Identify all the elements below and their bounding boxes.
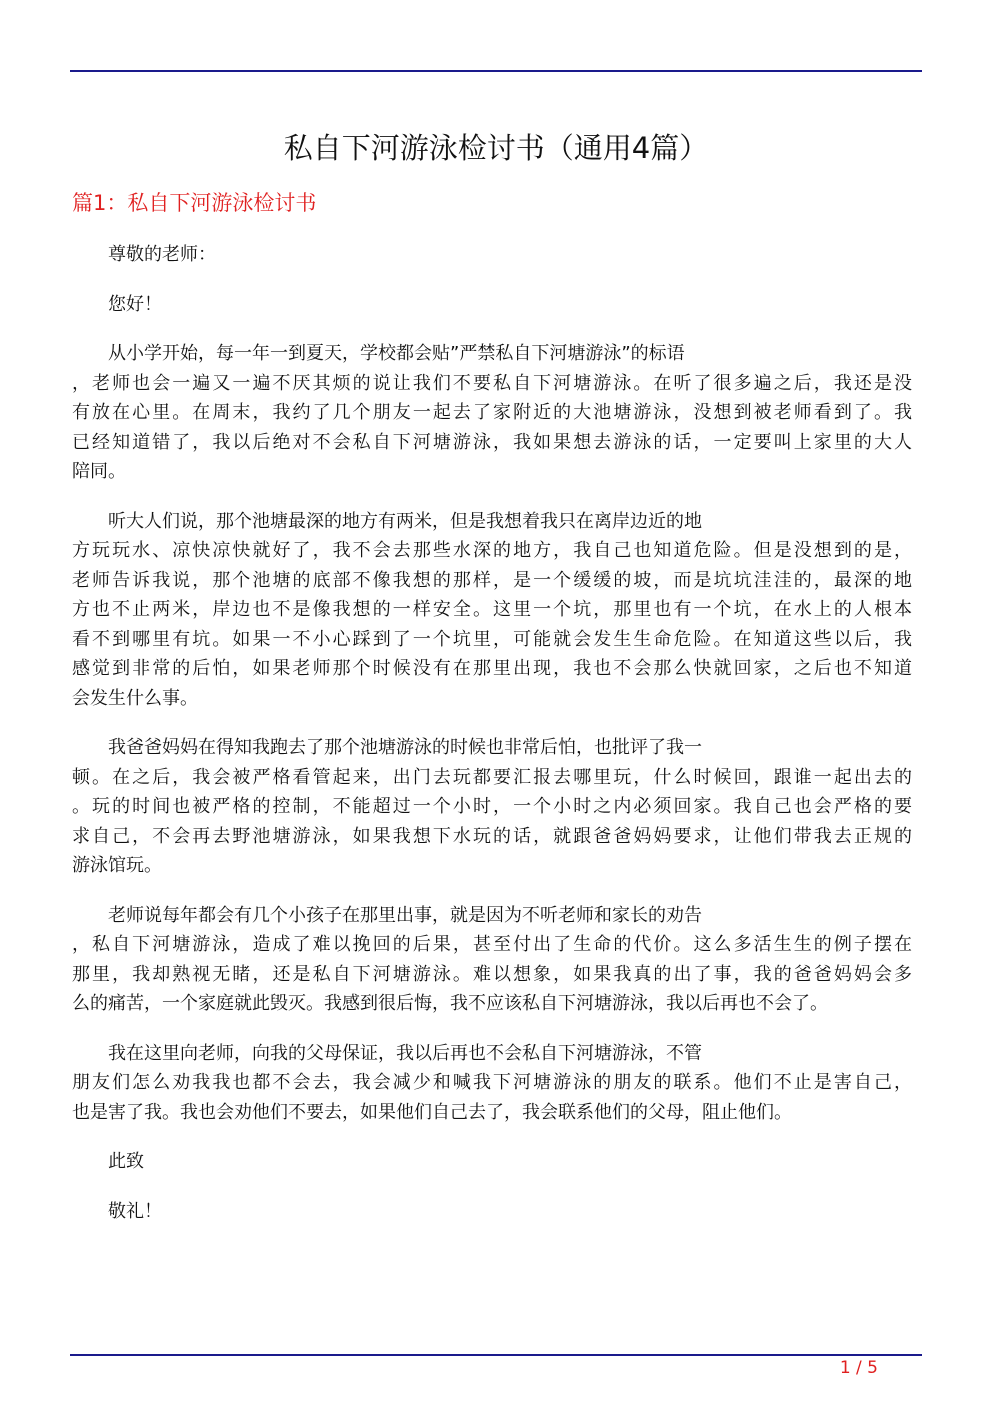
paragraph-line: 。玩的时间也被严格的控制，不能超过一个小时，一个小时之内必须回家。我自己也会严格的要: [72, 796, 912, 817]
paragraph-line: 会发生什么事。: [72, 687, 198, 709]
paragraph-line: 朋友们怎么劝我我也都不会去，我会减少和喊我下河塘游泳的朋友的联系。他们不止是害自己，: [72, 1072, 912, 1093]
salutation: 尊敬的老师：: [108, 244, 216, 265]
paragraph-2: [72, 507, 912, 714]
paragraph-line: 已经知道错了，我以后绝对不会私自下河塘游泳，我如果想去游泳的话，一定要叫上家里的大人: [72, 431, 912, 453]
paragraph-line: 么的痛苦，一个家庭就此毁灭。我感到很后悔，我不应该私自下河塘游泳，我以后再也不会了。: [72, 993, 828, 1014]
paragraph-line: 方玩玩水、凉快凉快就好了，我不会去那些水深的地方，我自己也知道危险。但是没想到的是，: [72, 540, 912, 561]
paragraph-line: 那里，我却熟视无睹，还是私自下河塘游泳。难以想象，如果我真的出了事，我的爸爸妈妈会多: [72, 963, 912, 985]
paragraph-line: 老师说每年都会有几个小孩子在那里出事，就是因为不听老师和家长的劝告: [108, 904, 702, 926]
paragraph-line: 方也不止两米，岸边也不是像我想的一样安全。这里一个坑，那里也有一个坑，在水上的人根本: [72, 599, 912, 620]
closing-line-2: 敬礼！: [108, 1200, 162, 1222]
paragraph-line: ，私自下河塘游泳，造成了难以挽回的后果，甚至付出了生命的代价。这么多活生生的例子摆在: [72, 934, 912, 955]
page-number: 1 / 5: [839, 1358, 878, 1378]
paragraph-line: 我爸爸妈妈在得知我跑去了那个池塘游泳的时候也非常后怕，也批评了我一: [108, 737, 702, 758]
closing-line-1: 此致: [108, 1151, 144, 1172]
paragraph-5: [72, 1039, 912, 1128]
paragraph-line: 老师告诉我说，那个池塘的底部不像我想的那样，是一个缓缓的坡，而是坑坑洼洼的，最深的地: [72, 569, 912, 591]
paragraph-line: 听大人们说，那个池塘最深的地方有两米，但是我想着我只在离岸边近的地: [108, 510, 702, 532]
paragraph-line: 从小学开始，每一年一到夏天，学校都会贴”严禁私自下河塘游泳”的标语: [108, 343, 685, 364]
paragraph-1: [72, 339, 912, 487]
paragraph-line: 也是害了我。我也会劝他们不要去，如果他们自己去了，我会联系他们的父母，阻止他们。: [72, 1101, 792, 1123]
paragraph-line: ，老师也会一遍又一遍不厌其烦的说让我们不要私自下河塘游泳。在听了很多遍之后，我还是没: [72, 372, 912, 394]
paragraph-line: 有放在心里。在周末，我约了几个朋友一起去了家附近的大池塘游泳，没想到被老师看到了。我: [72, 402, 912, 423]
document-body: [72, 240, 912, 1246]
greeting: 您好！: [108, 293, 162, 315]
document-title: 私自下河游泳检讨书（通用4篇）: [283, 131, 709, 165]
paragraph-line: 游泳馆玩。: [72, 855, 162, 876]
paragraph-line: 感觉到非常的后怕，如果老师那个时候没有在那里出现，我也不会那么快就回家，之后也不知道: [72, 658, 912, 679]
paragraph-line: 看不到哪里有坑。如果一不小心踩到了一个坑里，可能就会发生生命危险。在知道这些以后，我: [72, 628, 912, 650]
paragraph-4: [72, 901, 912, 1019]
paragraph-3: [72, 733, 912, 881]
header-rule: [70, 70, 922, 72]
paragraph-line: 顿。在之后，我会被严格看管起来，出门去玩都要汇报去哪里玩，什么时候回，跟谁一起出去的: [72, 766, 912, 788]
paragraph-line: 求自己，不会再去野池塘游泳，如果我想下水玩的话，就跟爸爸妈妈要求，让他们带我去正规的: [72, 825, 912, 847]
footer-rule: [70, 1354, 922, 1356]
paragraph-line: 陪同。: [72, 461, 126, 482]
paragraph-line: 我在这里向老师，向我的父母保证，我以后再也不会私自下河塘游泳，不管: [108, 1042, 702, 1064]
section-heading: 篇1：私自下河游泳检讨书: [72, 191, 317, 215]
